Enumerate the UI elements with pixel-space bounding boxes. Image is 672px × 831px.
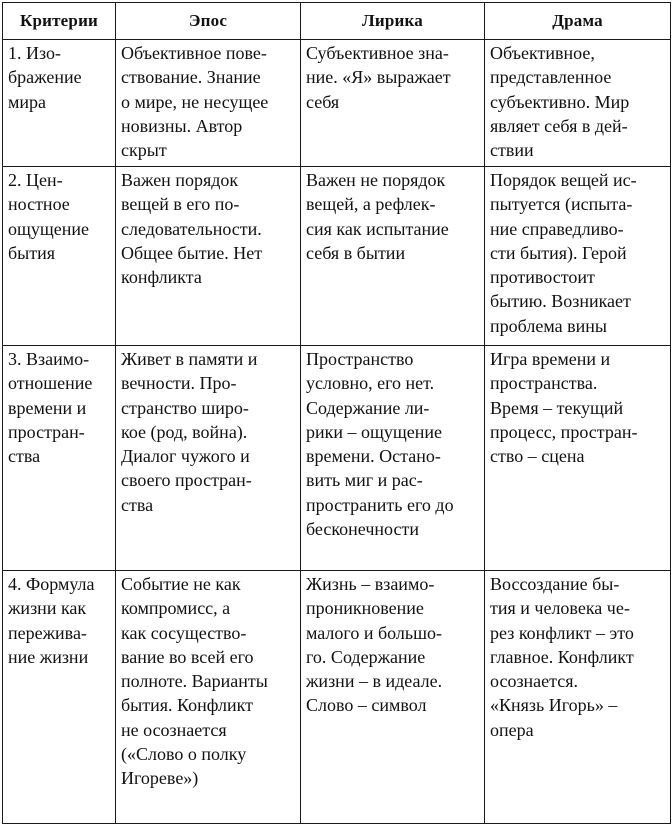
table-row [3,40,671,167]
epos-text: Событие не как компромисс, а как сосущество- вание во всей его полноте. Варианты бытия. Конфликт не осознается («Слово о полку Игореве») [121,574,268,789]
table-row [3,167,671,346]
drama-cell [485,167,671,346]
drama-text: Порядок вещей ис- пытуется (испыта- ние справедливо- сти бытия). Герой противостоит бытию. Возникает проблема вины [490,170,637,336]
header-lyric: Лирика [301,3,485,40]
drama-cell [485,571,671,824]
lyric-cell [301,346,485,571]
lyric-text: Пространство условно, его нет. Содержание ли- рики – ощущение времени. Остано- вить миг и рас- пространить его до бесконечности [306,349,454,540]
criterion-cell [3,571,116,824]
lyric-text: Субъективное зна- ние. «Я» выражает себя [306,43,451,112]
drama-cell [485,346,671,571]
epos-cell [116,167,301,346]
header-epos: Эпос [116,3,301,40]
header-criteria: Критерии [3,3,116,40]
table-row [3,346,671,571]
criterion-cell [3,346,116,571]
drama-text: Воссоздание бы- тия и человека че- рез конфликт – это главное. Конфликт осознается. «Князь Игорь» – опера [490,574,634,740]
epos-text: Живет в памяти и вечности. Про- странство широ- кое (род, война). Диалог чужого и своего простран- ства [121,349,258,515]
lyric-cell [301,571,485,824]
table-row [3,571,671,824]
criterion-cell [3,40,116,167]
table-header-row [3,3,671,40]
lyric-text: Важен не порядок вещей, а рефлек- сия как испытание себя в бытии [306,170,449,263]
lyric-text: Жизнь – взаимо- проникновение малого и большо- го. Содержание жизни – в идеале. Слово – символ [306,574,443,716]
criterion-text: 2. Цен- ностное ощущение бытия [8,170,89,263]
criterion-text: 4. Формула жизни как пережива- ние жизни [8,574,95,667]
lyric-cell [301,167,485,346]
epos-cell [116,346,301,571]
criterion-cell [3,167,116,346]
criterion-text: 3. Взаимо- отношение времени и простран- ства [8,349,93,467]
epos-text: Важен порядок вещей в его по- следовательности. Общее бытие. Нет конфликта [121,170,263,288]
lyric-cell [301,40,485,167]
epos-text: Объективное пове- ствование. Знание о мире, не несущее новизны. Автор скрыт [121,43,269,161]
epos-cell [116,40,301,167]
drama-cell [485,40,671,167]
drama-text: Объективное, представленное субъективно. Мир являет себя в дей- ствии [490,43,630,161]
comparison-table [2,2,671,824]
epos-cell [116,571,301,824]
header-drama: Драма [485,3,671,40]
drama-text: Игра времени и пространства. Время – текущий процесс, простран- ство – сцена [490,349,638,467]
criterion-text: 1. Изо- бражение мира [8,43,82,112]
